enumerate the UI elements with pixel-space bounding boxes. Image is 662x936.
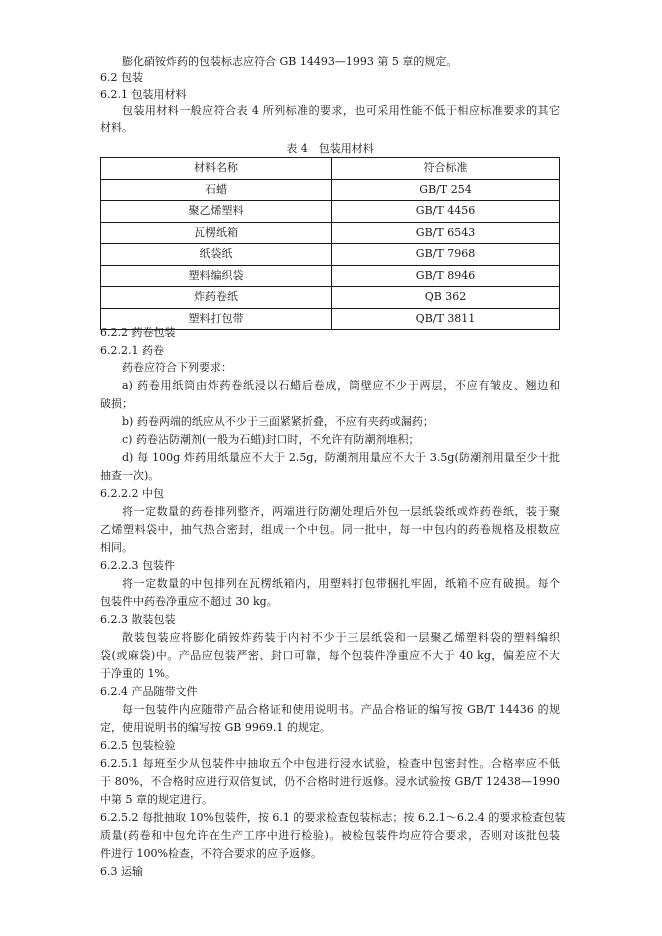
material-cell: 塑料编织袋 (101, 265, 332, 287)
standard-cell: QB/T 3811 (332, 308, 560, 330)
table-header-row (101, 158, 560, 180)
table-row (101, 244, 560, 266)
package-unit-line-2: 包装件中药卷净重应不超过 30 kg。 (100, 595, 278, 608)
section-6-2-heading: 6.2 包装 (100, 71, 143, 84)
middle-pack-line-2: 乙烯塑料袋中，抽气热合密封，组成一个中包。同一批中，每一中包内的药卷规格及根数应 (100, 523, 560, 536)
requirement-c: c) 药卷沾防潮剂(一般为石蜡)封口时，不允许有防潮剂堆积； (122, 433, 420, 446)
section-6-3-heading: 6.3 运输 (100, 865, 143, 878)
standard-cell: QB 362 (332, 287, 560, 309)
accompanying-docs-line-1: 每一包装件内应随带产品合格证和使用说明书。产品合格证的编写按 GB/T 14436 的规 (122, 703, 560, 716)
column-header-material: 材料名称 (101, 158, 332, 180)
inspection-6-2-5-1-line-3: 中第 5 章的规定进行。 (100, 793, 213, 806)
standard-cell: GB/T 7968 (332, 244, 560, 266)
section-6-2-1-paragraph-line-1: 包装用材料一般应符合表 4 所列标准的要求，也可采用性能不低于相应标准要求的其它 (122, 104, 560, 117)
accompanying-docs-line-2: 定，使用说明书的编写按 GB 9969.1 的规定。 (100, 721, 331, 734)
standard-cell: GB/T 254 (332, 179, 560, 201)
column-header-standard: 符合标准 (332, 158, 560, 180)
section-6-2-2-2-heading: 6.2.2.2 中包 (100, 487, 164, 500)
inspection-6-2-5-2-line-3: 件进行 100%检查，不符合要求的应予返修。 (100, 847, 322, 860)
table-row (101, 287, 560, 309)
inspection-6-2-5-1-line-2: 于 80%，不合格时应进行双倍复试，仍不合格时进行返修。浸水试验按 GB/T 12438—1990 (100, 775, 560, 788)
cartridge-requirements-lead: 药卷应符合下列要求： (122, 361, 232, 374)
table-4-caption: 表 4 包装用材料 (286, 142, 374, 155)
section-6-2-5-heading: 6.2.5 包装检验 (100, 739, 176, 752)
material-cell: 瓦楞纸箱 (101, 222, 332, 244)
requirement-a-line-2: 破损； (100, 397, 133, 410)
standard-cell: GB/T 4456 (332, 201, 560, 223)
requirement-a-line-1: a) 药卷用纸筒由炸药卷纸浸以石蜡后卷成，筒壁应不少于两层，不应有皱皮、翘边和 (122, 379, 560, 392)
material-cell: 石蜡 (101, 179, 332, 201)
section-6-2-3-heading: 6.2.3 散装包装 (100, 613, 176, 626)
material-cell: 塑料打包带 (101, 308, 332, 330)
package-unit-line-1: 将一定数量的中包排列在瓦楞纸箱内，用塑料打包带捆扎牢固，纸箱不应有破损。每个 (122, 577, 560, 590)
section-6-2-2-3-heading: 6.2.2.3 包装件 (100, 559, 175, 572)
table-row (101, 222, 560, 244)
material-cell: 炸药卷纸 (101, 287, 332, 309)
packaging-materials-table (100, 157, 560, 330)
section-6-2-2-heading: 6.2.2 药卷包装 (100, 326, 176, 339)
inspection-6-2-5-2-line-1: 6.2.5.2 每批抽取 10%包装件，按 6.1 的要求检查包装标志；按 6.2.1～6.2.4 的要求检查包装 (100, 811, 566, 824)
section-6-2-2-1-heading: 6.2.2.1 药卷 (100, 344, 164, 357)
standard-cell: GB/T 8946 (332, 265, 560, 287)
section-6-2-1-heading: 6.2.1 包装用材料 (100, 88, 187, 101)
bulk-packing-line-3: 于净重的 1%。 (100, 667, 176, 680)
packing-mark-paragraph: 膨化硝铵炸药的包装标志应符合 GB 14493—1993 第 5 章的规定。 (122, 55, 458, 68)
bulk-packing-line-2: 袋(或麻袋)中。产品应包装严密、封口可靠，每个包装件净重应不大于 40 kg，偏差应不大 (100, 649, 560, 662)
inspection-6-2-5-2-line-2: 质量(药卷和中包允许在生产工序中进行检验)。被检包装件均应符合要求，否则对该批包装 (100, 829, 560, 842)
section-6-2-4-heading: 6.2.4 产品随带文件 (100, 685, 198, 698)
middle-pack-line-1: 将一定数量的药卷排列整齐，两端进行防潮处理后外包一层纸袋纸或炸药卷纸，装于聚 (122, 505, 560, 518)
material-cell: 聚乙烯塑料 (101, 201, 332, 223)
section-6-2-1-paragraph-line-2: 材料。 (100, 121, 133, 134)
requirement-d-line-2: 抽查一次)。 (100, 469, 160, 482)
bulk-packing-line-1: 散装包装应将膨化硝铵炸药装于内衬不少于三层纸袋和一层聚乙烯塑料袋的塑料编织 (122, 631, 560, 644)
inspection-6-2-5-1-line-1: 6.2.5.1 每班至少从包装件中抽取五个中包进行浸水试验，检查中包密封性。合格率应不低 (100, 757, 560, 770)
requirement-d-line-1: d) 每 100g 炸药用纸量应不大于 2.5g，防潮剂用量应不大于 3.5g(防潮剂用量至少十批 (122, 451, 560, 464)
table-row (101, 201, 560, 223)
table-row (101, 265, 560, 287)
material-cell: 纸袋纸 (101, 244, 332, 266)
standard-cell: GB/T 6543 (332, 222, 560, 244)
table-row (101, 179, 560, 201)
requirement-b: b) 药卷两端的纸应从不少于三面紧紧折叠，不应有夹药或漏药； (122, 415, 434, 428)
middle-pack-line-3: 相同。 (100, 541, 133, 554)
